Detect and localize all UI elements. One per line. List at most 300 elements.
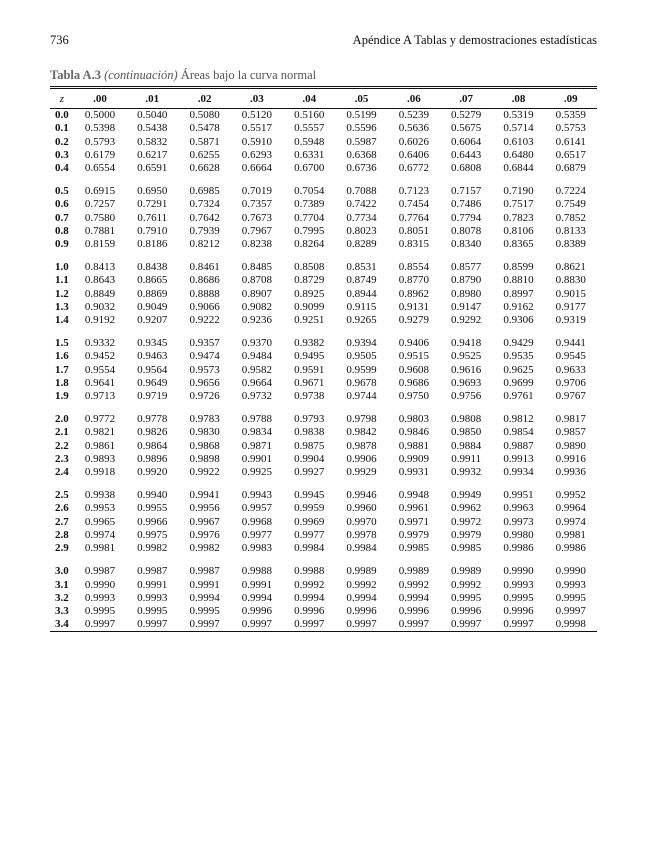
area-cell: 0.9949 — [451, 489, 482, 502]
area-cell: 0.5160 — [294, 109, 325, 122]
area-cell: 0.5199 — [346, 109, 377, 122]
area-cell: 0.8599 — [503, 261, 534, 274]
area-cell: 0.8830 — [555, 274, 586, 287]
area-cell: 0.9971 — [398, 515, 429, 528]
z-value-cell: 0.3 — [55, 148, 69, 161]
table-row — [50, 529, 597, 542]
area-cell: 0.9988 — [294, 565, 325, 578]
area-cell: 0.9981 — [84, 542, 116, 555]
column-header: .03 — [250, 93, 264, 105]
area-cell: 0.9649 — [137, 376, 168, 389]
table-row — [50, 479, 597, 502]
area-cell: 0.9452 — [84, 350, 116, 363]
area-cell: 0.5438 — [137, 122, 168, 135]
area-cell: 0.9994 — [189, 591, 220, 604]
area-cell: 0.9931 — [398, 466, 429, 479]
area-cell: 0.8106 — [503, 224, 534, 237]
area-cell: 0.9987 — [84, 565, 116, 578]
area-cell: 0.9890 — [555, 439, 586, 452]
area-cell: 0.6879 — [555, 162, 586, 175]
area-cell: 0.6517 — [555, 148, 586, 161]
z-value-cell: 0.0 — [55, 109, 69, 122]
area-cell: 0.8365 — [503, 238, 534, 251]
area-cell: 0.7389 — [294, 198, 325, 211]
area-cell: 0.7704 — [294, 211, 325, 224]
area-cell: 0.9265 — [346, 314, 377, 327]
area-cell: 0.9909 — [398, 452, 429, 465]
area-cell: 0.9798 — [346, 413, 377, 426]
area-cell: 0.9992 — [451, 578, 482, 591]
area-cell: 0.9953 — [84, 502, 116, 515]
area-cell: 0.9887 — [503, 439, 534, 452]
area-cell: 0.7967 — [241, 224, 272, 237]
area-cell: 0.5239 — [398, 109, 429, 122]
area-cell: 0.9871 — [241, 439, 272, 452]
table-row — [50, 212, 597, 225]
z-value-cell: 0.2 — [55, 135, 69, 148]
area-cell: 0.9943 — [241, 489, 272, 502]
table-row — [50, 251, 597, 274]
table-row — [50, 618, 597, 632]
area-cell: 0.9940 — [137, 489, 168, 502]
area-cell: 0.9997 — [555, 604, 586, 617]
area-cell: 0.7054 — [294, 185, 325, 198]
area-cell: 0.9881 — [398, 439, 429, 452]
area-cell: 0.7642 — [189, 211, 220, 224]
area-cell: 0.9864 — [137, 439, 168, 452]
area-cell: 0.9982 — [137, 542, 168, 555]
area-cell: 0.9554 — [84, 363, 116, 376]
area-cell: 0.9192 — [84, 314, 116, 327]
area-cell: 0.6772 — [398, 162, 429, 175]
z-value-cell: 0.9 — [55, 238, 69, 251]
area-cell: 0.9793 — [294, 413, 325, 426]
table-row — [50, 502, 597, 515]
area-cell: 0.9982 — [189, 542, 220, 555]
area-cell: 0.9946 — [346, 489, 377, 502]
area-cell: 0.9997 — [126, 618, 178, 632]
area-cell: 0.9955 — [137, 502, 168, 515]
area-cell: 0.8577 — [451, 261, 482, 274]
table-row — [50, 426, 597, 439]
area-cell: 0.9854 — [503, 426, 534, 439]
area-cell: 0.9932 — [451, 466, 482, 479]
area-cell: 0.9992 — [294, 578, 325, 591]
area-cell: 0.7291 — [137, 198, 168, 211]
area-cell: 0.7224 — [555, 185, 586, 198]
area-cell: 0.7823 — [503, 211, 534, 224]
area-cell: 0.9671 — [294, 376, 325, 389]
area-cell: 0.6808 — [451, 162, 482, 175]
area-cell: 0.9817 — [555, 413, 586, 426]
area-cell: 0.8770 — [398, 274, 429, 287]
area-cell: 0.9147 — [451, 300, 482, 313]
area-cell: 0.9989 — [346, 565, 377, 578]
table-label: Tabla A.3 — [50, 68, 101, 82]
area-cell: 0.9834 — [241, 426, 272, 439]
area-cell: 0.9406 — [398, 337, 429, 350]
area-cell: 0.8729 — [294, 274, 325, 287]
area-cell: 0.6368 — [346, 148, 377, 161]
area-cell: 0.8023 — [346, 224, 377, 237]
area-cell: 0.9991 — [137, 578, 168, 591]
area-cell: 0.9744 — [346, 390, 377, 403]
area-cell: 0.9997 — [492, 618, 544, 632]
area-cell: 0.5319 — [503, 109, 534, 122]
area-cell: 0.5636 — [398, 122, 429, 135]
area-cell: 0.6844 — [503, 162, 534, 175]
area-cell: 0.7357 — [241, 198, 272, 211]
area-cell: 0.9394 — [346, 337, 377, 350]
area-cell: 0.5675 — [451, 122, 482, 135]
area-cell: 0.9319 — [555, 314, 586, 327]
table-title: Áreas bajo la curva normal — [180, 68, 317, 82]
area-cell: 0.8944 — [346, 287, 377, 300]
z-value-cell: 2.2 — [55, 439, 69, 452]
area-cell: 0.9474 — [189, 350, 220, 363]
table-continuation: (continuación) — [104, 68, 178, 82]
area-cell: 0.9875 — [294, 439, 325, 452]
area-cell: 0.9973 — [503, 515, 534, 528]
area-cell: 0.9756 — [451, 390, 482, 403]
table-caption — [50, 68, 316, 83]
area-cell: 0.9082 — [241, 300, 272, 313]
area-cell: 0.8749 — [346, 274, 377, 287]
area-cell: 0.9783 — [189, 413, 220, 426]
area-cell: 0.9236 — [241, 314, 272, 327]
area-cell: 0.9988 — [241, 565, 272, 578]
area-cell: 0.9986 — [555, 542, 586, 555]
area-cell: 0.5832 — [137, 135, 168, 148]
z-value-cell: 2.3 — [55, 452, 69, 465]
area-cell: 0.9678 — [346, 376, 377, 389]
z-value-cell: 3.3 — [55, 604, 69, 617]
area-cell: 0.5080 — [189, 109, 220, 122]
area-cell: 0.5000 — [84, 109, 116, 122]
area-cell: 0.9996 — [294, 604, 325, 617]
area-cell: 0.9830 — [189, 426, 220, 439]
area-cell: 0.9977 — [241, 528, 272, 541]
area-cell: 0.9979 — [398, 528, 429, 541]
area-cell: 0.7995 — [294, 224, 325, 237]
area-cell: 0.7939 — [189, 224, 220, 237]
column-header: .08 — [511, 93, 526, 105]
area-cell: 0.6443 — [451, 148, 482, 161]
area-cell: 0.6217 — [137, 148, 168, 161]
area-cell: 0.5557 — [294, 122, 325, 135]
area-cell: 0.7324 — [189, 198, 220, 211]
table-row — [50, 238, 597, 251]
area-cell: 0.9993 — [503, 578, 534, 591]
area-cell: 0.9962 — [451, 502, 482, 515]
area-cell: 0.9983 — [241, 542, 272, 555]
table-row — [50, 605, 597, 618]
area-cell: 0.6026 — [398, 135, 429, 148]
area-cell: 0.9861 — [84, 439, 116, 452]
area-cell: 0.9370 — [241, 337, 272, 350]
area-cell: 0.7190 — [503, 185, 534, 198]
area-cell: 0.9984 — [346, 542, 377, 555]
area-cell: 0.9633 — [555, 363, 586, 376]
area-cell: 0.9515 — [398, 350, 429, 363]
area-cell: 0.8790 — [451, 274, 482, 287]
z-value-cell: 1.6 — [55, 350, 69, 363]
area-cell: 0.7123 — [398, 185, 429, 198]
z-value-cell: 0.4 — [55, 162, 69, 175]
area-cell: 0.7088 — [346, 185, 377, 198]
column-header: .04 — [302, 93, 317, 105]
area-cell: 0.6664 — [241, 162, 272, 175]
area-cell: 0.8531 — [346, 261, 377, 274]
area-cell: 0.7794 — [451, 211, 482, 224]
table-row — [50, 390, 597, 403]
area-cell: 0.9972 — [451, 515, 482, 528]
area-cell: 0.9984 — [294, 542, 325, 555]
area-cell: 0.9992 — [346, 578, 377, 591]
z-value-cell: 2.0 — [55, 413, 69, 426]
table-row — [50, 440, 597, 453]
area-cell: 0.9868 — [189, 439, 220, 452]
area-cell: 0.9049 — [137, 300, 168, 313]
column-header: .00 — [93, 93, 107, 105]
area-cell: 0.9761 — [503, 390, 534, 403]
area-cell: 0.9115 — [346, 300, 377, 313]
table-row — [50, 592, 597, 605]
area-cell: 0.9803 — [398, 413, 429, 426]
area-cell: 0.8289 — [346, 238, 377, 251]
area-cell: 0.8238 — [241, 238, 272, 251]
area-cell: 0.8078 — [451, 224, 482, 237]
z-value-cell: 2.9 — [55, 542, 69, 555]
area-cell: 0.5871 — [189, 135, 220, 148]
z-value-cell: 2.6 — [55, 502, 69, 515]
area-cell: 0.9162 — [503, 300, 534, 313]
area-cell: 0.9838 — [294, 426, 325, 439]
area-cell: 0.8686 — [189, 274, 220, 287]
area-cell: 0.9980 — [503, 528, 534, 541]
area-cell: 0.5714 — [503, 122, 534, 135]
area-cell: 0.9357 — [189, 337, 220, 350]
z-value-cell: 1.4 — [55, 314, 69, 327]
area-cell: 0.5040 — [137, 109, 168, 122]
area-cell: 0.9525 — [451, 350, 482, 363]
area-cell: 0.9989 — [451, 565, 482, 578]
area-cell: 0.9641 — [84, 376, 116, 389]
area-cell: 0.7580 — [84, 211, 116, 224]
table-row — [50, 516, 597, 529]
area-cell: 0.6591 — [137, 162, 168, 175]
area-cell: 0.9332 — [84, 337, 116, 350]
column-header: .09 — [563, 93, 578, 105]
table-row — [50, 175, 597, 198]
area-cell: 0.9941 — [189, 489, 220, 502]
area-cell: 0.9808 — [451, 413, 482, 426]
area-cell: 0.9981 — [555, 528, 586, 541]
area-cell: 0.9738 — [294, 390, 325, 403]
area-cell: 0.9608 — [398, 363, 429, 376]
area-cell: 0.9927 — [294, 466, 325, 479]
area-cell: 0.9994 — [398, 591, 429, 604]
z-value-cell: 0.1 — [55, 122, 69, 135]
area-cell: 0.9693 — [451, 376, 482, 389]
area-cell: 0.5478 — [189, 122, 220, 135]
z-value-cell: 3.4 — [50, 618, 74, 632]
area-cell: 0.5596 — [346, 122, 377, 135]
area-cell: 0.9545 — [555, 350, 586, 363]
area-cell: 0.9699 — [503, 376, 534, 389]
area-cell: 0.9418 — [451, 337, 482, 350]
area-cell: 0.9957 — [241, 502, 272, 515]
area-cell: 0.9948 — [398, 489, 429, 502]
area-cell: 0.9015 — [555, 287, 586, 300]
area-cell: 0.9997 — [335, 618, 387, 632]
z-value-cell: 1.2 — [55, 287, 69, 300]
table-row — [50, 555, 597, 578]
area-cell: 0.9925 — [241, 466, 272, 479]
table-row — [50, 136, 597, 149]
area-cell: 0.9985 — [451, 542, 482, 555]
area-cell: 0.9032 — [84, 300, 116, 313]
z-value-cell: 1.5 — [55, 337, 69, 350]
z-value-cell: 1.0 — [55, 261, 69, 274]
area-cell: 0.9778 — [137, 413, 168, 426]
area-cell: 0.9920 — [137, 466, 168, 479]
area-cell: 0.8413 — [84, 261, 116, 274]
area-cell: 0.6141 — [555, 135, 586, 148]
area-cell: 0.9938 — [84, 489, 116, 502]
area-cell: 0.9997 — [74, 618, 126, 632]
area-cell: 0.9911 — [451, 452, 482, 465]
table-row — [50, 542, 597, 555]
area-cell: 0.8186 — [137, 238, 168, 251]
z-value-cell: 2.8 — [55, 528, 69, 541]
area-cell: 0.7734 — [346, 211, 377, 224]
normal-table — [50, 86, 597, 632]
area-cell: 0.9997 — [231, 618, 283, 632]
table-row — [50, 314, 597, 327]
area-cell: 0.9906 — [346, 452, 377, 465]
area-cell: 0.9996 — [241, 604, 272, 617]
area-cell: 0.9996 — [346, 604, 377, 617]
area-cell: 0.9956 — [189, 502, 220, 515]
area-cell: 0.9904 — [294, 452, 325, 465]
table-row — [50, 350, 597, 363]
area-cell: 0.9936 — [555, 466, 586, 479]
area-cell: 0.9959 — [294, 502, 325, 515]
area-cell: 0.9966 — [137, 515, 168, 528]
area-cell: 0.9951 — [503, 489, 534, 502]
area-cell: 0.9664 — [241, 376, 272, 389]
area-cell: 0.9591 — [294, 363, 325, 376]
area-cell: 0.9901 — [241, 452, 272, 465]
z-value-cell: 1.8 — [55, 376, 69, 389]
table-row — [50, 288, 597, 301]
area-cell: 0.8888 — [189, 287, 220, 300]
area-cell: 0.8621 — [555, 261, 586, 274]
table-row — [50, 466, 597, 479]
table-row — [50, 301, 597, 314]
area-cell: 0.9826 — [137, 426, 168, 439]
table-row — [50, 453, 597, 466]
area-cell: 0.9616 — [451, 363, 482, 376]
area-cell: 0.9987 — [137, 565, 168, 578]
area-cell: 0.8665 — [137, 274, 168, 287]
area-cell: 0.9535 — [503, 350, 534, 363]
area-cell: 0.9979 — [451, 528, 482, 541]
area-cell: 0.9306 — [503, 314, 534, 327]
area-cell: 0.6255 — [189, 148, 220, 161]
area-cell: 0.8461 — [189, 261, 220, 274]
z-value-cell: 0.6 — [55, 198, 69, 211]
area-cell: 0.9974 — [84, 528, 116, 541]
area-cell: 0.6480 — [503, 148, 534, 161]
column-header: .02 — [197, 93, 212, 105]
area-cell: 0.9582 — [241, 363, 272, 376]
area-cell: 0.9990 — [555, 565, 586, 578]
area-cell: 0.9857 — [555, 426, 586, 439]
table-row — [50, 377, 597, 390]
area-cell: 0.8315 — [398, 238, 429, 251]
area-cell: 0.9625 — [503, 363, 534, 376]
area-cell: 0.9975 — [137, 528, 168, 541]
area-cell: 0.9976 — [189, 528, 220, 541]
area-cell: 0.6103 — [503, 135, 534, 148]
column-header: .07 — [459, 93, 473, 105]
page-number: 736 — [50, 33, 69, 47]
area-cell: 0.9993 — [137, 591, 168, 604]
table-row — [50, 149, 597, 162]
area-cell: 0.9992 — [398, 578, 429, 591]
area-cell: 0.9974 — [555, 515, 586, 528]
z-value-cell: 1.3 — [55, 300, 69, 313]
table-body — [50, 109, 597, 632]
area-cell: 0.9898 — [189, 452, 220, 465]
area-cell: 0.8907 — [241, 287, 272, 300]
area-cell: 0.6736 — [346, 162, 377, 175]
area-cell: 0.9967 — [189, 515, 220, 528]
area-cell: 0.9429 — [503, 337, 534, 350]
z-value-cell: 0.7 — [55, 211, 69, 224]
area-cell: 0.9929 — [346, 466, 377, 479]
area-cell: 0.5359 — [555, 109, 586, 122]
area-cell: 0.9963 — [503, 502, 534, 515]
area-cell: 0.8389 — [555, 238, 586, 251]
area-cell: 0.9994 — [241, 591, 272, 604]
area-cell: 0.7549 — [555, 198, 586, 211]
area-cell: 0.9997 — [283, 618, 335, 632]
z-value-cell: 2.7 — [55, 515, 69, 528]
area-cell: 0.7422 — [346, 198, 377, 211]
area-cell: 0.9996 — [451, 604, 482, 617]
area-cell: 0.9991 — [189, 578, 220, 591]
area-cell: 0.5279 — [451, 109, 482, 122]
area-cell: 0.8438 — [137, 261, 168, 274]
area-cell: 0.5398 — [84, 122, 116, 135]
area-cell: 0.6700 — [294, 162, 325, 175]
area-cell: 0.8340 — [451, 238, 482, 251]
z-value-cell: 0.5 — [55, 185, 69, 198]
area-cell: 0.9968 — [241, 515, 272, 528]
area-cell: 0.9177 — [555, 300, 586, 313]
area-cell: 0.9382 — [294, 337, 325, 350]
z-value-cell: 3.0 — [55, 565, 69, 578]
area-cell: 0.9961 — [398, 502, 429, 515]
area-cell: 0.9945 — [294, 489, 325, 502]
z-value-cell: 1.1 — [55, 274, 69, 287]
area-cell: 0.7881 — [84, 224, 116, 237]
area-cell: 0.9719 — [137, 390, 168, 403]
area-cell: 0.9772 — [84, 413, 116, 426]
